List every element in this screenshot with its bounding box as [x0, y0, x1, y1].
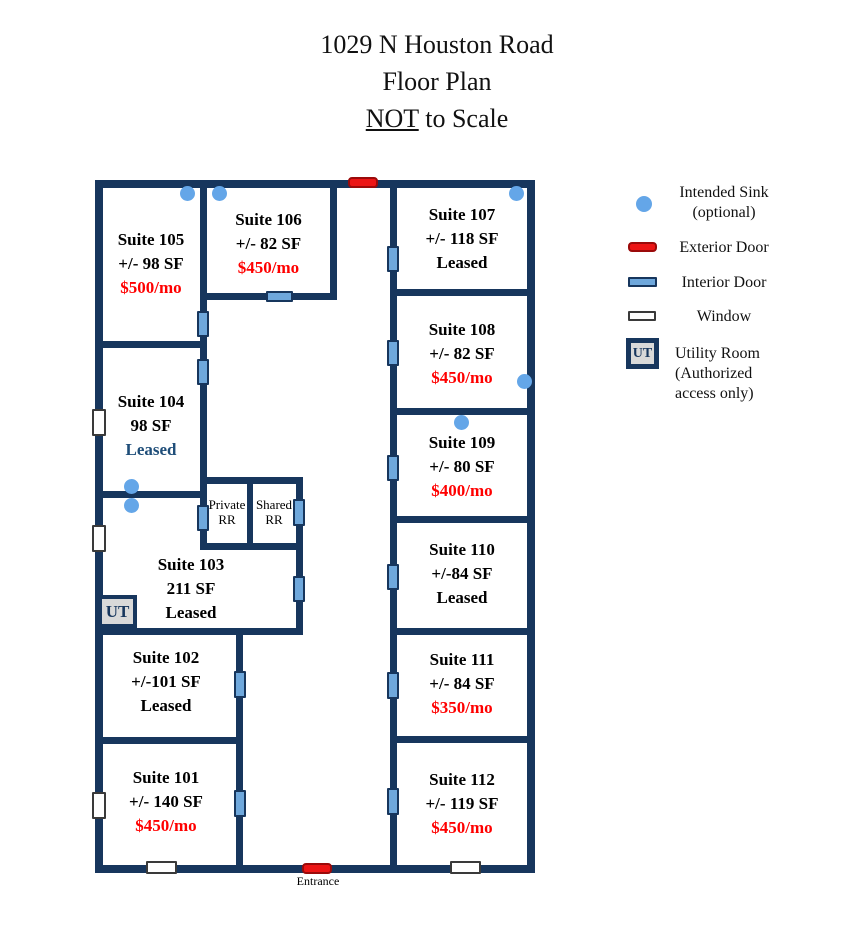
title-not-underlined: NOT	[365, 104, 419, 133]
suite-110-name: Suite 110	[429, 540, 495, 559]
suite-111-size: +/- 84 SF	[429, 674, 495, 693]
sink-icon-suite-104	[124, 479, 139, 494]
wall-suite111-112-divider	[390, 736, 535, 743]
exterior-door-top	[348, 177, 378, 188]
sink-icon-suite-106	[212, 186, 227, 201]
suite-101-status: $450/mo	[135, 816, 197, 835]
suite-112-status: $450/mo	[431, 818, 493, 837]
legend-sink-icon	[636, 196, 652, 212]
sink-icon-suite-107	[509, 186, 524, 201]
legend-sink-line2: (optional)	[692, 204, 756, 221]
legend-interior-door-icon	[628, 277, 657, 287]
wall-vertical-suite102-101-right	[236, 628, 243, 873]
wall-vertical-right-column	[390, 180, 397, 873]
suite-105-size: +/- 98 SF	[118, 254, 184, 273]
suite-104-status: Leased	[125, 440, 177, 459]
suite-107-size: +/- 118 SF	[425, 229, 499, 248]
interior-door-suite-104	[197, 359, 209, 385]
wall-suite109-110-divider	[390, 516, 535, 523]
suite-110-status: Leased	[436, 588, 488, 607]
page-title	[202, 26, 672, 137]
suite-104-size: 98 SF	[130, 416, 172, 435]
wall-outer-right	[527, 180, 535, 873]
suite-109-status: $400/mo	[431, 481, 493, 500]
suite-111-label	[397, 648, 527, 720]
suite-112-size: +/- 119 SF	[425, 794, 499, 813]
title-to-scale: to Scale	[418, 104, 509, 133]
suite-106-name: Suite 106	[235, 210, 302, 229]
wall-suite102-bottom	[95, 737, 243, 744]
window-suite-103	[92, 525, 106, 552]
legend-window-icon	[628, 311, 656, 321]
suite-105-label	[98, 228, 204, 300]
legend-utility-label	[675, 344, 805, 404]
wall-outer-top	[95, 180, 535, 188]
window-suite-112-bottom	[450, 861, 481, 874]
interior-door-suite-106	[266, 291, 293, 302]
suite-105-status: $500/mo	[120, 278, 182, 297]
suite-110-size: +/-84 SF	[431, 564, 493, 583]
legend-utility-line2: (Authorized	[675, 365, 753, 382]
suite-104-name: Suite 104	[117, 392, 185, 411]
suite-107-status: Leased	[436, 253, 488, 272]
legend-utility-icon: UT	[626, 338, 659, 369]
interior-door-suite-102	[234, 671, 246, 698]
suite-108-name: Suite 108	[428, 320, 496, 339]
suite-112-label	[397, 768, 527, 840]
legend-exterior-door-icon	[628, 242, 657, 252]
title-not-to-scale	[202, 100, 672, 137]
suite-111-status: $350/mo	[431, 698, 493, 717]
window-suite-101-bottom	[146, 861, 177, 874]
suite-102-name: Suite 102	[132, 648, 200, 667]
suite-106-label	[206, 208, 331, 280]
wall-suite105-bottom	[95, 341, 207, 348]
suite-101-label	[113, 766, 219, 838]
suite-109-label	[397, 431, 527, 503]
suite-108-status: $450/mo	[431, 368, 493, 387]
suite-109-name: Suite 109	[428, 433, 496, 452]
sink-icon-suite-105	[180, 186, 195, 201]
exterior-door-entrance	[302, 863, 332, 874]
suite-103-name: Suite 103	[157, 555, 225, 574]
legend-sink-label	[660, 183, 788, 223]
suite-111-name: Suite 111	[429, 650, 495, 669]
private-rr-label	[205, 497, 249, 527]
entrance-label: Entrance	[296, 874, 340, 888]
suite-102-status: Leased	[140, 696, 192, 715]
private-rr-line2: RR	[218, 512, 236, 527]
wall-suite104-bottom	[95, 491, 207, 498]
wall-suite110-111-divider	[390, 628, 535, 635]
shared-rr-line2: RR	[265, 512, 283, 527]
suite-106-size: +/- 82 SF	[235, 234, 302, 253]
title-floor-plan: Floor Plan	[382, 67, 492, 96]
legend-utility-line1: Utility Room	[675, 345, 760, 362]
sink-icon-suite-109	[454, 415, 469, 430]
suite-101-size: +/- 140 SF	[129, 792, 203, 811]
suite-108-label	[397, 318, 527, 390]
window-suite-101-left	[92, 792, 106, 819]
shared-rr-label	[252, 497, 296, 527]
legend-sink-line1: Intended Sink	[679, 184, 769, 201]
sink-icon-suite-103	[124, 498, 139, 513]
wall-rr-top	[200, 477, 303, 484]
suite-108-size: +/- 82 SF	[429, 344, 495, 363]
wall-vertical-suite106-right	[330, 180, 337, 300]
shared-rr-line1: Shared	[255, 497, 293, 512]
suite-101-name: Suite 101	[132, 768, 200, 787]
wall-rr-bottom	[200, 543, 303, 550]
legend-utility-line3: access only)	[675, 385, 754, 402]
suite-110-label	[397, 538, 527, 610]
suite-107-name: Suite 107	[428, 205, 496, 224]
wall-suite107-108-divider	[390, 289, 535, 296]
interior-door-suite-103	[293, 576, 305, 602]
suite-112-name: Suite 112	[429, 770, 495, 789]
interior-door-suite-105	[197, 311, 209, 337]
suite-109-size: +/- 80 SF	[429, 457, 495, 476]
private-rr-line1: Private	[208, 497, 246, 512]
suite-105-name: Suite 105	[117, 230, 185, 249]
suite-104-label	[98, 390, 204, 462]
wall-suite108-109-divider	[390, 408, 535, 415]
legend-exterior-door-label: Exterior Door	[679, 239, 769, 256]
title-address: 1029 N Houston Road	[320, 30, 554, 59]
suite-103-size: 211 SF	[166, 579, 216, 598]
suite-107-label	[397, 203, 527, 275]
utility-room-box: UT	[98, 595, 137, 628]
legend-window-label: Window	[696, 308, 752, 325]
suite-102-label	[113, 646, 219, 718]
suite-106-status: $450/mo	[237, 258, 300, 277]
suite-103-label	[138, 553, 244, 625]
wall-suite103-bottom	[95, 628, 303, 635]
legend-interior-door-label: Interior Door	[681, 274, 767, 291]
interior-door-suite-101	[234, 790, 246, 817]
suite-102-size: +/-101 SF	[131, 672, 201, 691]
suite-103-status: Leased	[165, 603, 217, 622]
